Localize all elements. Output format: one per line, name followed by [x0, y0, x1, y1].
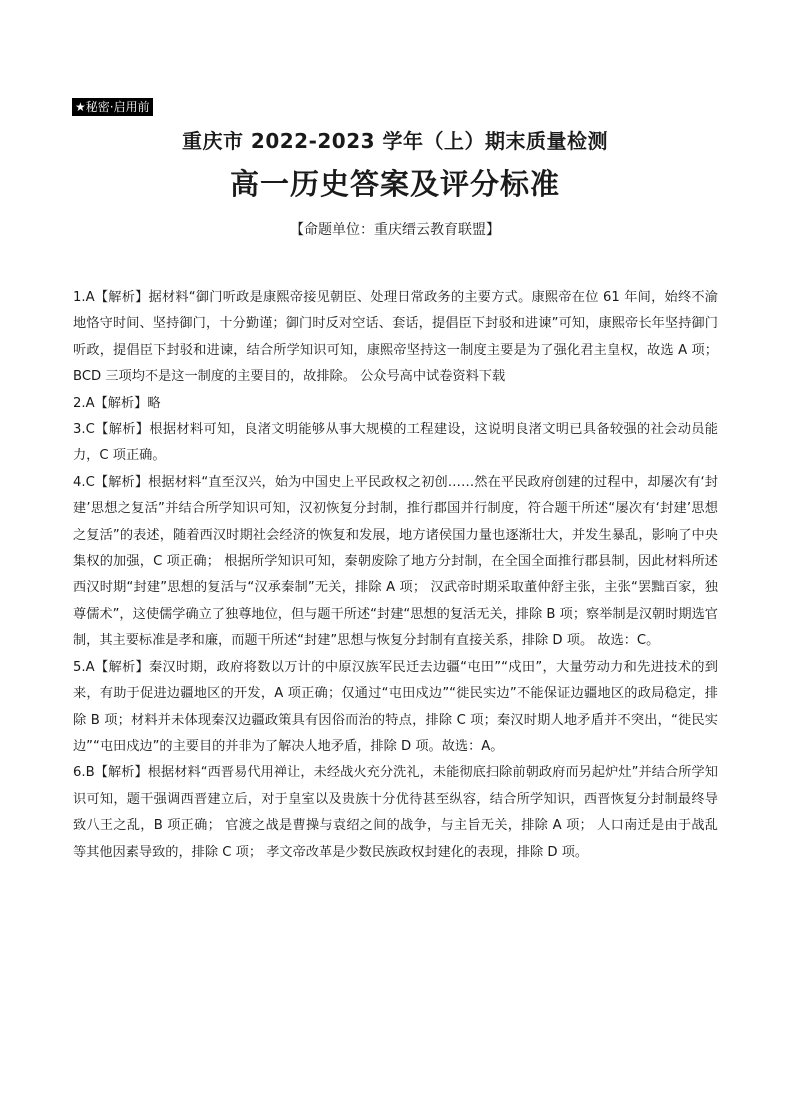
page-title: 重庆市 2022-2023 学年（上）期末质量检测 [181, 129, 609, 153]
answer-item-3: 3.C【解析】根据材料可知，良渚文明能够从事大规模的工程建设，这说明良渚文明已具备较强的社会动员能力，C 项正确。 [73, 422, 718, 464]
answer-item-6: 6.B【解析】根据材料“西晋易代用禅让，未经战火充分洗礼，未能彻底扫除前朝政府而另起炉灶”并结合所学知识可知，题干强调西晋建立后，对于皇室以及贵族十分优待甚至纵容，结合所学知识，西晋恢复分封制最终导致八王之乱，B 项正确； 官渡之战是曹操与袁绍之间的战争，与主旨无关，排除 A 项； 人口南迁是由于战乱等其他因素导致的，排除 C 项； 孝文帝改革是少数民族政权封建化的表现，排除 D 项。 [73, 765, 718, 860]
answer-item-5: 5.A【解析】秦汉时期，政府将数以万计的中原汉族军民迁去边疆“屯田”“戍田”，大量劳动力和先进技术的到来，有助于促进边疆地区的开发，A 项正确；仅通过“屯田戍边”“徙民实边”不能保证边疆地区的政局稳定，排除 B 项；材料并未体现秦汉边疆政策具有因俗而治的特点，排除 C 项；秦汉时期人地矛盾并不突出，“徙民实边”“屯田戍边”的主要目的并非为了解决人地矛盾，排除 D 项。故选：A。 [73, 659, 718, 754]
secret-badge: ★秘密·启用前 [72, 98, 153, 116]
answer-list [73, 285, 718, 866]
answer-item-1: 1.A【解析】据材料“御门听政是康熙帝接见朝臣、处理日常政务的主要方式。康熙帝在位 61 年间，始终不渝地恪守时间、坚持御门，十分勤谨；御门时反对空话、套话，提倡臣下封驳和进谏”可知，康熙帝长年坚持御门听政，提倡臣下封驳和进谏，结合所学知识可知，康熙帝坚持这一制度主要是为了强化君主皇权，故选 A 项； BCD 三项均不是这一制度的主要目的，故排除。 公众号高中试卷资料下载 [73, 290, 718, 385]
answer-item-2: 2.A【解析】略 [73, 395, 161, 411]
page-subtitle: 高一历史答案及评分标准 [229, 167, 560, 201]
author-org: 【命题单位：重庆缙云教育联盟】 [290, 222, 500, 238]
answer-item-4: 4.C【解析】根据材料“直至汉兴，始为中国史上平民政权之初创……然在平民政府创建的过程中，却屡次有‘封建’思想之复活”并结合所学知识可知，汉初恢复分封制，推行郡国并行制度，符合题干所述“屡次有‘封建’思想之复活”的表述，随着西汉时期社会经济的恢复和发展，地方诸侯国力量也逐渐壮大，并发生暴乱，影响了中央集权的加强，C 项正确； 根据所学知识可知，秦朝废除了地方分封制，在全国全面推行郡县制，因此材料所述西汉时期“封建”思想的复活与“汉承秦制”无关，排除 A 项； 汉武帝时期采取董仲舒主张，主张“罢黜百家，独尊儒术”，这使儒学确立了独尊地位，但与题干所述“封建“思想的复活无关，排除 B 项；察举制是汉朝时期选官制，其主要标准是孝和廉，而题干所述“封建”思想与恢复分封制有直接关系，排除 D 项。 故选：C。 [73, 474, 718, 649]
